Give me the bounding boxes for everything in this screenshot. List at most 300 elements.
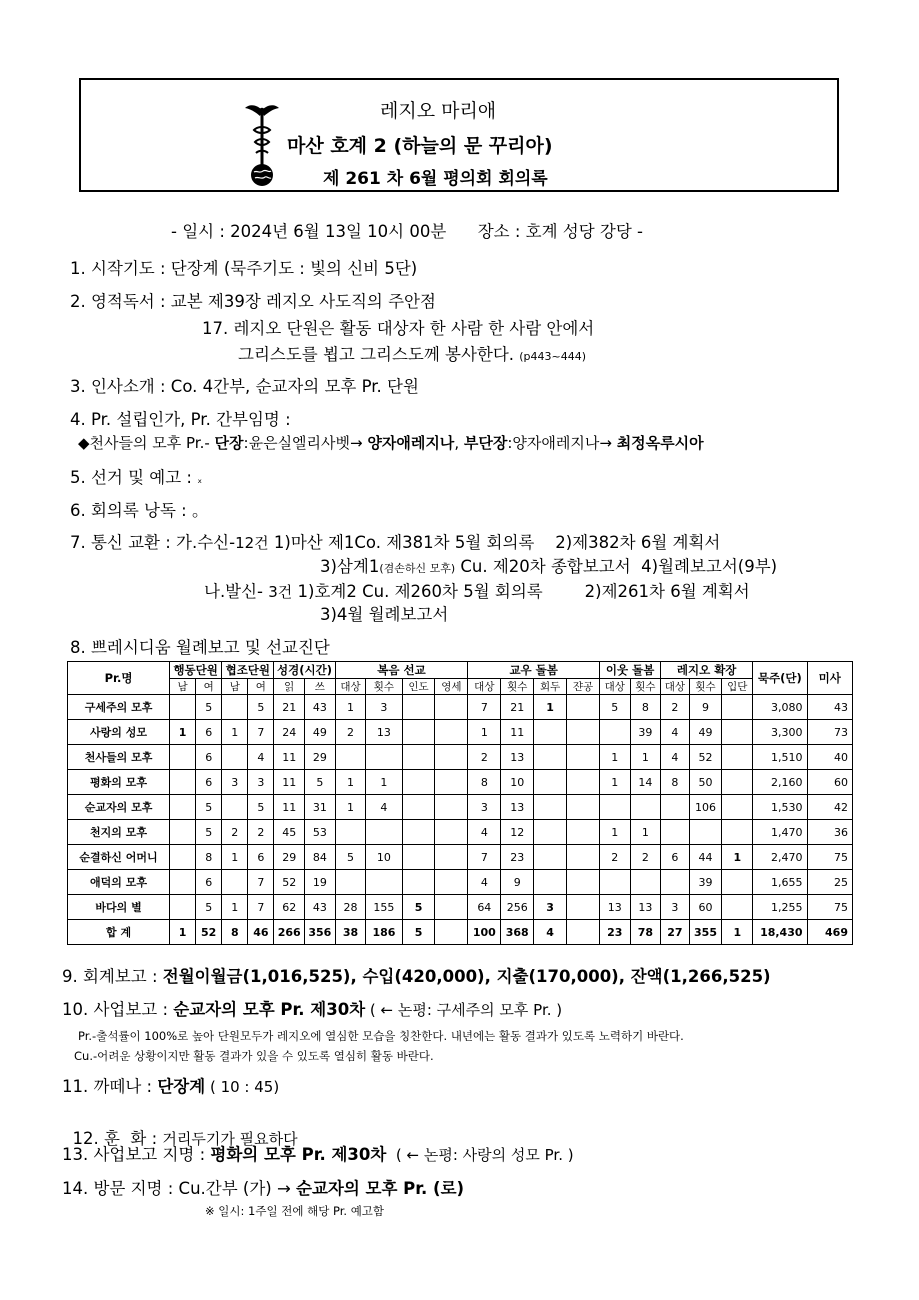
table-cell: 1 <box>534 695 567 720</box>
table-cell: 256 <box>501 895 534 920</box>
table-cell: 1 <box>222 720 248 745</box>
table-cell: 45 <box>274 820 305 845</box>
table-cell: 10 <box>366 845 402 870</box>
table-cell <box>222 745 248 770</box>
table-row <box>68 770 853 795</box>
table-cell: 5 <box>335 845 366 870</box>
table-cell <box>567 920 600 945</box>
item-13 <box>62 1141 574 1165</box>
item-5-text: ₓ <box>197 473 203 486</box>
table-cell <box>599 720 630 745</box>
table-cell <box>630 870 661 895</box>
table-cell: 5 <box>196 895 222 920</box>
table-cell: 43 <box>305 695 336 720</box>
header-parishioner-care: 교우 돌봄 <box>468 662 600 679</box>
table-cell: 8 <box>630 695 661 720</box>
item-4-prev-2: :양자애레지나→ <box>507 434 617 452</box>
item-2 <box>70 288 436 312</box>
item-6 <box>70 497 208 521</box>
item-2-line3 <box>238 341 586 365</box>
item-11-text: 단장계 <box>157 1077 206 1096</box>
table-cell <box>222 695 248 720</box>
legion-emblem-icon <box>244 100 280 190</box>
table-cell <box>402 745 435 770</box>
table-cell: 21 <box>501 695 534 720</box>
subheader-cell: 대상 <box>468 679 501 695</box>
table-cell: 1 <box>170 720 196 745</box>
table-cell: 4 <box>661 720 689 745</box>
table-total-row <box>68 920 853 945</box>
table-cell <box>402 770 435 795</box>
pr-name-cell: 바다의 별 <box>68 895 170 920</box>
item-9-label: 9. 회계보고 : <box>62 967 163 986</box>
table-cell: 49 <box>305 720 336 745</box>
table-cell: 1 <box>335 770 366 795</box>
table-cell: 13 <box>501 745 534 770</box>
item-10-label: 10. 사업보고 : <box>62 1000 174 1019</box>
item-7-send-a: 1)호계2 Cu. 제260차 5월 회의록 2)제261차 6월 계획서 <box>292 582 750 601</box>
item-1-label: 1. 시작기도 : <box>70 259 171 278</box>
item-10-comment: ( ← 논평: 구세주의 모후 Pr. ) <box>365 1001 563 1019</box>
item-14-text-2: 순교자의 모후 Pr. (로) <box>296 1179 465 1198</box>
item-3-label: 3. 인사소개 : <box>70 377 171 396</box>
item-10-text: 순교자의 모후 Pr. 제30차 <box>173 1000 366 1019</box>
table-cell: 3 <box>661 895 689 920</box>
subheader-cell: 대상 <box>335 679 366 695</box>
table-cell <box>722 695 753 720</box>
table-cell: 5 <box>248 795 274 820</box>
table-cell: 6 <box>661 845 689 870</box>
table-cell <box>661 795 689 820</box>
table-cell: 11 <box>274 795 305 820</box>
table-cell <box>435 795 468 820</box>
table-cell: 43 <box>305 895 336 920</box>
subheader-cell: 남 <box>170 679 196 695</box>
item-7-recv-b1: 3)삼계1 <box>320 557 380 576</box>
table-cell: 5 <box>402 920 435 945</box>
item-7-recv-a: 1)마산 제1Co. 제381차 5월 회의록 2)제382차 6월 계획서 <box>268 533 721 552</box>
pr-name-cell: 천지의 모후 <box>68 820 170 845</box>
table-cell: 1 <box>335 795 366 820</box>
table-cell: 14 <box>630 770 661 795</box>
header-auxiliary-members: 협조단원 <box>222 662 274 679</box>
table-cell: 7 <box>248 720 274 745</box>
table-cell: 5 <box>196 695 222 720</box>
table-cell <box>599 870 630 895</box>
table-cell <box>599 795 630 820</box>
monthly-report-table <box>67 661 853 945</box>
pr-name-cell: 천사들의 모후 <box>68 745 170 770</box>
pr-name-cell: 순교자의 모후 <box>68 795 170 820</box>
table-cell: 6 <box>196 770 222 795</box>
table-cell <box>534 770 567 795</box>
table-cell: 73 <box>807 720 852 745</box>
table-cell <box>534 845 567 870</box>
item-10-note-2: Cu.-어려운 상황이지만 활동 결과가 있을 수 있도록 열심히 활동 바란다. <box>74 1049 434 1063</box>
table-cell: 6 <box>196 720 222 745</box>
item-9 <box>62 963 771 987</box>
item-4-bullet: ◆천사들의 모후 Pr.- <box>78 434 215 452</box>
table-cell: 13 <box>630 895 661 920</box>
table-cell: 355 <box>689 920 722 945</box>
table-cell: 6 <box>248 845 274 870</box>
item-4-new-1: 양자애레지나 <box>367 434 455 452</box>
item-4: 4. Pr. 설립인가, Pr. 간부임명 : <box>70 410 291 429</box>
table-cell: 469 <box>807 920 852 945</box>
table-cell: 11 <box>501 720 534 745</box>
table-row <box>68 845 853 870</box>
table-cell: 39 <box>689 870 722 895</box>
pr-name-cell: 평화의 모후 <box>68 770 170 795</box>
table-cell: 39 <box>630 720 661 745</box>
table-cell <box>567 695 600 720</box>
table-cell: 1 <box>335 695 366 720</box>
item-2-page: (p443~444) <box>519 350 587 363</box>
table-cell <box>722 895 753 920</box>
item-7-recv-count: 12건 <box>235 534 269 552</box>
item-4-prev-1: :윤은실엘리사벳→ <box>243 434 368 452</box>
item-7 <box>70 529 720 553</box>
table-cell <box>567 845 600 870</box>
table-cell <box>722 870 753 895</box>
table-cell: 52 <box>196 920 222 945</box>
table-row <box>68 895 853 920</box>
table-cell <box>170 820 196 845</box>
table-cell: 9 <box>689 695 722 720</box>
table-cell: 4 <box>534 920 567 945</box>
item-14-text-1: Cu.간부 (가) → <box>178 1179 297 1198</box>
table-cell <box>402 820 435 845</box>
table-cell: 29 <box>305 745 336 770</box>
table-cell: 186 <box>366 920 402 945</box>
table-cell <box>170 795 196 820</box>
item-11 <box>62 1073 279 1097</box>
table-cell <box>661 820 689 845</box>
table-cell: 8 <box>196 845 222 870</box>
item-7-recv: 가.수신- <box>176 533 236 552</box>
table-cell: 75 <box>807 895 852 920</box>
table-cell: 8 <box>468 770 501 795</box>
subheader-cell: 읽 <box>274 679 305 695</box>
item-7-send-line <box>204 578 750 602</box>
pr-name-cell: 애덕의 모후 <box>68 870 170 895</box>
item-2-line3-text: 그리스도를 뵙고 그리스도께 봉사한다. <box>238 345 515 364</box>
item-7-send-count: 3건 <box>268 583 293 601</box>
table-cell: 5 <box>305 770 336 795</box>
subheader-cell: 대상 <box>599 679 630 695</box>
table-cell: 53 <box>305 820 336 845</box>
item-3 <box>70 373 419 397</box>
table-cell <box>722 820 753 845</box>
table-cell <box>689 820 722 845</box>
table-cell: 4 <box>468 820 501 845</box>
table-row <box>68 820 853 845</box>
table-cell: 8 <box>661 770 689 795</box>
table-cell: 46 <box>248 920 274 945</box>
table-cell <box>534 820 567 845</box>
table-cell <box>567 795 600 820</box>
header-title-3: 제 261 차 6월 평의회 회의록 <box>323 169 548 189</box>
table-cell <box>366 870 402 895</box>
item-3-text: Co. 4간부, 순교자의 모후 Pr. 단원 <box>170 377 419 396</box>
table-cell: 8 <box>222 920 248 945</box>
subheader-cell: 여 <box>196 679 222 695</box>
table-cell: 1 <box>722 920 753 945</box>
table-cell: 23 <box>599 920 630 945</box>
item-11-time: ( 10 : 45) <box>205 1078 280 1096</box>
subheader-cell: 횟수 <box>689 679 722 695</box>
table-cell <box>661 870 689 895</box>
table-cell <box>567 895 600 920</box>
subheader-cell: 여 <box>248 679 274 695</box>
table-cell: 60 <box>689 895 722 920</box>
table-cell: 1,470 <box>753 820 807 845</box>
subheader-cell: 인도 <box>402 679 435 695</box>
item-11-label: 11. 까떼나 : <box>62 1077 158 1096</box>
table-cell <box>170 770 196 795</box>
table-row <box>68 870 853 895</box>
table-cell: 12 <box>501 820 534 845</box>
table-cell <box>435 870 468 895</box>
item-14-note: ※ 일시: 1주일 전에 해당 Pr. 예고함 <box>205 1204 385 1218</box>
table-cell: 27 <box>661 920 689 945</box>
table-cell <box>435 820 468 845</box>
table-cell: 60 <box>807 770 852 795</box>
item-13-text: 평화의 모후 Pr. 제30차 <box>210 1145 387 1164</box>
table-cell: 28 <box>335 895 366 920</box>
item-2-line2: 17. 레지오 단원은 활동 대상자 한 사람 한 사람 안에서 <box>202 319 595 338</box>
table-cell: 155 <box>366 895 402 920</box>
table-cell <box>170 695 196 720</box>
table-cell: 356 <box>305 920 336 945</box>
table-cell <box>170 845 196 870</box>
table-cell: 75 <box>807 845 852 870</box>
table-cell: 5 <box>402 895 435 920</box>
table-cell: 2,160 <box>753 770 807 795</box>
table-cell: 1,255 <box>753 895 807 920</box>
table-cell: 5 <box>248 695 274 720</box>
table-cell: 13 <box>501 795 534 820</box>
table-cell: 29 <box>274 845 305 870</box>
table-cell <box>366 820 402 845</box>
item-7-label: 7. 통신 교환 : <box>70 533 177 552</box>
table-row <box>68 720 853 745</box>
table-cell: 1 <box>599 820 630 845</box>
table-row <box>68 745 853 770</box>
table-cell <box>402 845 435 870</box>
item-7-recv-small: (겸손하신 모후) <box>379 562 456 575</box>
header-rosary: 묵주(단) <box>753 662 807 695</box>
table-cell: 7 <box>468 695 501 720</box>
table-cell: 1 <box>722 845 753 870</box>
table-cell <box>435 920 468 945</box>
table-cell: 24 <box>274 720 305 745</box>
table-cell: 100 <box>468 920 501 945</box>
header-mass: 미사 <box>807 662 852 695</box>
subheader-cell: 영세 <box>435 679 468 695</box>
table-cell <box>402 795 435 820</box>
table-cell: 4 <box>248 745 274 770</box>
table-cell <box>534 745 567 770</box>
item-10-note-1: Pr.-출석률이 100%로 높아 단원모두가 레지오에 열심한 모습을 칭찬한다. 내년에는 활동 결과가 있도록 노력하기 바란다. <box>78 1029 684 1043</box>
table-cell: 1,530 <box>753 795 807 820</box>
item-6-text: 。 <box>191 501 209 520</box>
table-cell <box>170 895 196 920</box>
table-cell: 7 <box>248 895 274 920</box>
table-cell <box>402 720 435 745</box>
table-cell: 6 <box>196 870 222 895</box>
table-cell: 78 <box>630 920 661 945</box>
table-cell <box>222 795 248 820</box>
table-cell: 5 <box>196 820 222 845</box>
table-cell: 52 <box>274 870 305 895</box>
table-cell <box>630 795 661 820</box>
item-10 <box>62 996 562 1020</box>
subheader-cell: 쓰 <box>305 679 336 695</box>
item-4-sep: , <box>454 434 464 452</box>
header-neighbor-care: 이웃 돌봄 <box>599 662 660 679</box>
table-cell <box>567 870 600 895</box>
table-cell: 1 <box>170 920 196 945</box>
table-cell: 3 <box>468 795 501 820</box>
table-cell: 21 <box>274 695 305 720</box>
table-cell <box>567 770 600 795</box>
table-cell <box>567 720 600 745</box>
table-cell: 4 <box>661 745 689 770</box>
table-cell <box>335 745 366 770</box>
table-cell <box>435 720 468 745</box>
table-cell: 84 <box>305 845 336 870</box>
table-cell <box>222 870 248 895</box>
table-cell: 1,655 <box>753 870 807 895</box>
header-title-2: 마산 호계 2 (하늘의 문 꾸리아) <box>287 135 553 157</box>
table-cell: 2 <box>661 695 689 720</box>
table-cell <box>170 870 196 895</box>
table-cell: 10 <box>501 770 534 795</box>
item-13-comment: ( ← 논평: 사랑의 성모 Pr. ) <box>386 1146 574 1164</box>
table-cell <box>567 820 600 845</box>
item-5 <box>70 464 202 488</box>
table-cell <box>722 720 753 745</box>
table-cell: 43 <box>807 695 852 720</box>
table-cell: 2 <box>599 845 630 870</box>
table-cell: 2 <box>630 845 661 870</box>
header-bible: 성경(시간) <box>274 662 335 679</box>
item-1 <box>70 255 417 279</box>
table-cell: 5 <box>196 795 222 820</box>
table-cell: 4 <box>366 795 402 820</box>
table-cell: 1 <box>366 770 402 795</box>
table-cell: 3 <box>248 770 274 795</box>
pr-name-cell: 구세주의 모후 <box>68 695 170 720</box>
table-cell: 44 <box>689 845 722 870</box>
table-cell <box>435 895 468 920</box>
table-cell: 18,430 <box>753 920 807 945</box>
item-7-send-b: 3)4월 월례보고서 <box>320 605 449 624</box>
table-cell <box>722 770 753 795</box>
table-cell: 25 <box>807 870 852 895</box>
table-cell: 13 <box>599 895 630 920</box>
table-cell <box>722 795 753 820</box>
table-cell: 2 <box>222 820 248 845</box>
item-7-recv-b2: Cu. 제20차 종합보고서 4)월례보고서(9부) <box>455 557 778 576</box>
table-cell <box>366 745 402 770</box>
table-cell <box>567 745 600 770</box>
header-active-members: 행동단원 <box>170 662 222 679</box>
table-cell: 64 <box>468 895 501 920</box>
table-cell: 1 <box>599 745 630 770</box>
header-pr-name: Pr.명 <box>68 662 170 695</box>
table-cell <box>170 745 196 770</box>
table-cell <box>402 870 435 895</box>
table-cell: 2,470 <box>753 845 807 870</box>
table-cell <box>402 695 435 720</box>
item-4-role-2: 부단장 <box>463 434 508 452</box>
table-cell: 3,300 <box>753 720 807 745</box>
table-cell: 368 <box>501 920 534 945</box>
table-cell: 4 <box>468 870 501 895</box>
subheader-cell: 횟수 <box>366 679 402 695</box>
table-cell: 50 <box>689 770 722 795</box>
table-row <box>68 795 853 820</box>
header-evangelization: 복음 선교 <box>335 662 468 679</box>
item-2-label: 2. 영적독서 : <box>70 292 171 311</box>
table-cell: 13 <box>366 720 402 745</box>
table-cell: 7 <box>248 870 274 895</box>
item-12-label: 12. 훈 화 : <box>72 1129 163 1148</box>
item-7-recv-line2 <box>320 553 777 577</box>
header-title-1: 레지오 마리애 <box>380 100 497 122</box>
item-8: 8. 쁘레시디움 월례보고 및 선교진단 <box>70 638 330 657</box>
table-cell <box>722 745 753 770</box>
table-cell: 36 <box>807 820 852 845</box>
pr-name-cell: 합 계 <box>68 920 170 945</box>
pr-name-cell: 순결하신 어머니 <box>68 845 170 870</box>
table-cell <box>534 720 567 745</box>
item-14-label: 14. 방문 지명 : <box>62 1179 179 1198</box>
table-cell: 52 <box>689 745 722 770</box>
table-cell: 1 <box>222 895 248 920</box>
table-cell <box>534 795 567 820</box>
item-5-label: 5. 선거 및 예고 : <box>70 468 198 487</box>
item-6-label: 6. 회의록 낭독 : <box>70 501 192 520</box>
item-4-role-1: 단장 <box>214 434 244 452</box>
subheader-cell: 입단 <box>722 679 753 695</box>
subheader-cell: 쟌공 <box>567 679 600 695</box>
subheader-cell: 횟수 <box>501 679 534 695</box>
table-cell: 266 <box>274 920 305 945</box>
table-cell <box>335 870 366 895</box>
table-cell: 40 <box>807 745 852 770</box>
table-row <box>68 695 853 720</box>
table-cell: 9 <box>501 870 534 895</box>
item-9-text: 전월이월금(1,016,525), 수입(420,000), 지출(170,000), 잔액(1,266,525) <box>162 967 771 986</box>
table-cell: 3 <box>534 895 567 920</box>
table-cell <box>534 870 567 895</box>
table-cell: 23 <box>501 845 534 870</box>
table-cell: 31 <box>305 795 336 820</box>
table-cell: 3 <box>366 695 402 720</box>
table-cell: 42 <box>807 795 852 820</box>
subheader-cell: 횟수 <box>630 679 661 695</box>
table-cell <box>435 845 468 870</box>
item-1-text: 단장계 (묵주기도 : 빛의 신비 5단) <box>170 259 418 278</box>
table-cell: 1 <box>468 720 501 745</box>
subheader-cell: 대상 <box>661 679 689 695</box>
table-cell: 6 <box>196 745 222 770</box>
pr-name-cell: 사랑의 성모 <box>68 720 170 745</box>
table-cell <box>435 770 468 795</box>
